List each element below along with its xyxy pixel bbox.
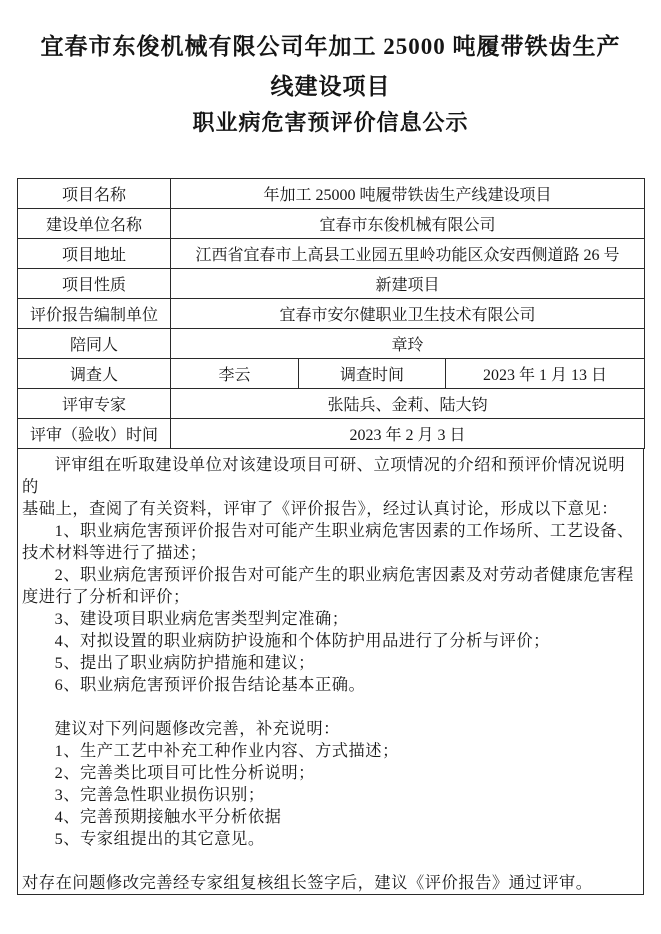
field-label-project-nature: 项目性质 [18, 269, 171, 299]
field-value-construction-unit: 宜春市东俊机械有限公司 [171, 209, 645, 239]
opinion-line: 4、完善预期接触水平分析依据 [54, 807, 282, 826]
table-row-project-nature [18, 269, 645, 299]
opinion-line: 技术材料等进行了描述； [22, 543, 207, 562]
field-value-project-name: 年加工 25000 吨履带铁齿生产线建设项目 [171, 179, 645, 209]
review-opinion-block [17, 449, 644, 895]
field-value-review-experts: 张陆兵、金莉、陆大钧 [171, 389, 645, 419]
opinion-line: 1、生产工艺中补充工种作业内容、方式描述； [54, 741, 399, 760]
field-value-review-time: 2023 年 2 月 3 日 [171, 419, 645, 449]
opinion-line: 评审组在听取建设单位对该建设项目可研、立项情况的介绍和预评价情况说明的 [22, 455, 626, 496]
table-row-investigator [18, 359, 645, 389]
field-label-investigation-time: 调查时间 [299, 359, 446, 389]
document-title [17, 0, 644, 140]
opinion-blank-line [22, 850, 638, 872]
project-info-table [17, 178, 645, 449]
field-value-investigation-time: 2023 年 1 月 13 日 [446, 359, 645, 389]
table-row-project-name [18, 179, 645, 209]
field-label-accompanying-person: 陪同人 [18, 329, 171, 359]
field-value-accompanying-person: 章玲 [171, 329, 645, 359]
title-line-1: 宜春市东俊机械有限公司年加工 25000 吨履带铁齿生产 [40, 34, 621, 59]
opinion-line: 5、专家组提出的其它意见。 [54, 829, 265, 848]
field-label-construction-unit: 建设单位名称 [18, 209, 171, 239]
field-value-project-address: 江西省宜春市上高县工业园五里岭功能区众安西侧道路 26 号 [171, 239, 645, 269]
table-row-review-experts [18, 389, 645, 419]
opinion-line: 2、完善类比项目可比性分析说明； [54, 763, 315, 782]
opinion-line: 3、完善急性职业损伤识别； [54, 785, 265, 804]
table-row-project-address [18, 239, 645, 269]
field-label-investigator: 调查人 [18, 359, 171, 389]
opinion-line: 5、提出了职业病防护措施和建议； [54, 653, 315, 672]
table-row-construction-unit [18, 209, 645, 239]
document-page [17, 0, 644, 895]
opinion-line: 1、职业病危害预评价报告对可能产生职业病危害因素的工作场所、工艺设备、 [54, 521, 634, 540]
table-row-report-compiler [18, 299, 645, 329]
field-label-report-compiler: 评价报告编制单位 [18, 299, 171, 329]
opinion-line: 2、职业病危害预评价报告对可能产生的职业病危害因素及对劳动者健康危害程 [54, 565, 634, 584]
field-label-review-experts: 评审专家 [18, 389, 171, 419]
table-row-review-time [18, 419, 645, 449]
opinion-line: 建议对下列问题修改完善，补充说明： [54, 719, 340, 738]
opinion-line: 度进行了分析和评价； [22, 587, 190, 606]
opinion-line: 基础上，查阅了有关资料，评审了《评价报告》，经过认真讨论，形成以下意见： [22, 499, 618, 518]
opinion-line: 4、对拟设置的职业病防护设施和个体防护用品进行了分析与评价； [54, 631, 550, 650]
title-line-2: 线建设项目 [270, 74, 391, 99]
field-label-project-address: 项目地址 [18, 239, 171, 269]
field-label-review-time: 评审（验收）时间 [18, 419, 171, 449]
field-value-investigator: 李云 [171, 359, 299, 389]
opinion-line: 6、职业病危害预评价报告结论基本正确。 [54, 675, 366, 694]
opinion-line: 3、建设项目职业病危害类型判定准确； [54, 609, 349, 628]
field-value-report-compiler: 宜春市安尔健职业卫生技术有限公司 [171, 299, 645, 329]
opinion-conclusion-line: 对存在问题修改完善经专家组复核组长签字后，建议《评价报告》通过评审。 [22, 873, 593, 892]
title-line-3: 职业病危害预评价信息公示 [192, 110, 469, 135]
table-row-accompanying-person [18, 329, 645, 359]
opinion-blank-line [22, 696, 638, 718]
field-value-project-nature: 新建项目 [171, 269, 645, 299]
field-label-project-name: 项目名称 [18, 179, 171, 209]
